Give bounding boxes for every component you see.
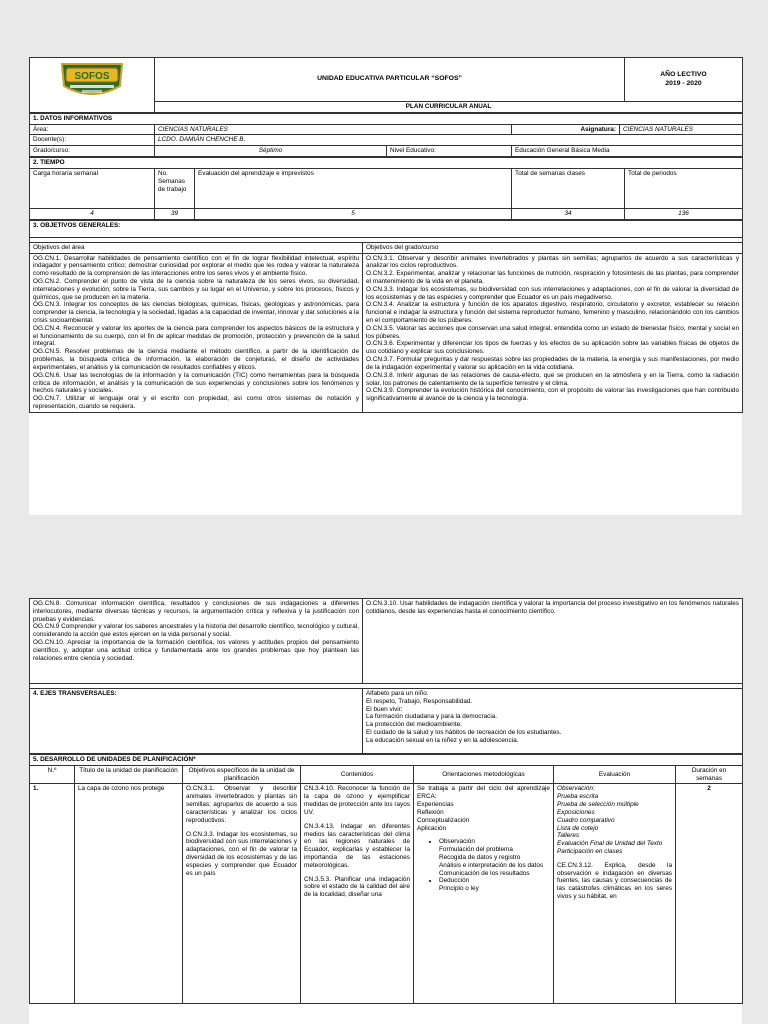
col-header-objetivos: Objetivos específicos de la unidad de planificación: [183, 765, 301, 784]
school-logo-cell: [30, 58, 155, 113]
list-item: O.CN.3.3. Indagar los ecosistemas, su biodiversidad con sus interrelaciones y adaptaciones, con el fin de valorar la diversidad de los ecosistemas y de las especies y comprender que Ecuador es un país megadiverso.: [366, 285, 740, 301]
col-header-contenidos: Contenidos: [301, 765, 414, 784]
list-item: O.CN.3.4. Analizar la estructura y función de los aparatos digestivo, respiratorio, circulatorio y excretor, establecer su relación funcional e indagar la estructura y función del sistema reproductor humano, femenino y masculino, relacionándolo con los cambios en el comportamiento de los púberes.: [366, 301, 740, 324]
bullet-title: Observación: [439, 838, 475, 846]
nivel-label: Nivel Educativo:: [387, 146, 512, 157]
list-item: El cuidado de la salud y los hábitos de recreación de los estudiantes.: [366, 729, 562, 737]
list-item: Formulación del problema: [439, 846, 513, 854]
list-item: O.CN.3.5. Valorar las acciones que conservan una salud integral, entendida como un estado de bienestar físico, mental y social en los púberes.: [366, 324, 740, 340]
row-objetivos: [183, 784, 301, 1004]
objetivos-area-header: Objetivos del área: [30, 242, 363, 253]
objetivos-area-list: [30, 253, 363, 412]
list-item: Participación en clases: [557, 847, 623, 855]
col-header-evaluacion: Evaluación: [554, 765, 676, 784]
row-evaluacion: [554, 784, 676, 1004]
bullet-title: Deducción: [439, 877, 470, 885]
list-item: O.CN.3.2. Experimentar, analizar y relacionar las funciones de nutrición, respiración y fotosíntesis de las plantas, para comprender el mantenimiento de la vida en el planeta.: [366, 270, 740, 285]
total-periodos-header: Total de periodos: [625, 168, 743, 208]
list-item: Comunicación de los resultados: [439, 869, 530, 877]
list-item: [439, 877, 550, 893]
list-item: CN.3.4.10. Reconocer la función de la capa de ozono y ejemplificar medidas de protección ante los rayos UV.: [304, 785, 410, 816]
area-label: Área:: [30, 124, 155, 135]
list-item: OG.CN.4. Reconocer y valorar los aportes de la ciencia para comprender los aspectos básicos de la estructura y el funcionamiento de su cuerpo, con el fin de aplicar medidas de promoción, protección y prevención de la salud integral.: [33, 324, 359, 348]
sofos-logo: [30, 58, 154, 102]
list-item: OG.CN.2. Comprender el punto de vista de la ciencia sobre la naturaleza de los seres vivos, su diversidad, interrelaciones y evolución; sobre la Tierra, sus cambios y su lugar en el Universo, y sobre los procesos, físicos y químicos, que se producen en la materia.: [33, 277, 359, 301]
list-item: El respeto, Trabajo, Responsabilidad.: [366, 697, 473, 705]
area-value: CIENCIAS NATURALES: [155, 124, 512, 135]
list-item: Lista de cotejo: [557, 824, 599, 832]
list-item: Recogida de datos y registro: [439, 853, 521, 861]
objetivos-cont-table: [29, 598, 743, 754]
metodo-intro: Se trabaja a partir del ciclo del aprendizaje ERCA:: [417, 785, 550, 801]
list-item: Exposiciones: [557, 808, 595, 816]
list-item: La educación sexual en la niñez y en la adolescencia.: [366, 736, 519, 744]
list-item: O.CN.3.3. Indagar los ecosistemas, su biodiversidad con sus interrelaciones y adaptaciones, con el fin de valorar la diversidad de los ecosistemas y de las especies y comprender que Ecuador es un país: [186, 830, 297, 877]
school-name: UNIDAD EDUCATIVA PARTICULAR “SOFOS”: [155, 58, 625, 102]
row-duracion: 2: [676, 784, 743, 1004]
semanas-value: 39: [155, 208, 195, 219]
list-item: Aplicación: [417, 824, 447, 832]
list-item: La formación ciudadana y para la democracia.: [366, 713, 498, 721]
row-contenidos: [301, 784, 414, 1004]
list-item: O.CN.3.8. Inferir algunas de las relaciones de causa-efecto, que se producen en la atmósfera y en la Tierra, como la radiación solar, los patrones de calentamiento de la superficie terrestre y el clima.: [366, 371, 740, 387]
objetivos-grado-list-cont: [363, 599, 743, 684]
list-item: Alfabeto para un niño.: [366, 690, 429, 697]
list-item: O.CN.3.7. Formular preguntas y dar respuestas sobre las propiedades de la materia, la energía y sus manifestaciones, por medio de la indagación experimental y valorar su aplicación en la vida cotidiana.: [366, 356, 740, 371]
list-item: OG.CN.10. Apreciar la importancia de la formación científica, los valores y actitudes propios del pensamiento científico, y, adoptar una actitud crítica y fundamentada ante los grandes problemas que hoy plantean las relaciones entre ciencia y sociedad.: [33, 639, 359, 662]
tiempo-table: [29, 157, 743, 220]
year-label: AÑO LECTIVO: [660, 71, 707, 79]
logo-text: SOFOS: [74, 71, 110, 82]
evaluacion-value: 5: [195, 208, 512, 219]
carga-header: Carga horaria semanal: [30, 168, 155, 208]
list-item: O.CN.3.1. Observar y describir animales invertebrados y plantas sin semillas; agruparlos de acuerdo a sus características y analizar los ciclos reproductivos.: [186, 785, 297, 824]
col-header-orientaciones: Orientaciones metodológicas: [414, 765, 554, 784]
plan-title: PLAN CURRICULAR ANUAL: [155, 102, 743, 113]
list-item: Experiencias: [417, 801, 454, 809]
header-table: [29, 57, 743, 113]
list-item: OG.CN.3. Integrar los conceptos de las ciencias biológicas, químicas, físicas, geológicas y astronómicas, para comprender la ciencia, la tecnología y la sociedad, ligadas a la capacidad de inventar, innovar y dar soluciones a la crisis socioambiental.: [33, 301, 359, 324]
grado-label: Grado/curso:: [30, 146, 155, 157]
metodo-bullets: [417, 838, 550, 893]
objetivos-table: [29, 220, 743, 413]
asignatura-value: CIENCIAS NATURALES: [620, 124, 743, 135]
list-item: La protección del medioambiente.: [366, 721, 462, 729]
row-orientaciones: [414, 784, 554, 1004]
col-header-num: N.º: [30, 765, 75, 784]
semanas-header: No. Semanas de trabajo: [155, 168, 195, 208]
carga-value: 4: [30, 208, 155, 219]
list-item: Talleres: [557, 832, 580, 840]
school-year: [625, 58, 743, 102]
list-item: O.CN.3.6. Experimentar y diferenciar los tipos de fuerzas y los efectos de su aplicación sobre las variables físicas de objetos de uso cotidiano y explicar sus conclusiones.: [366, 340, 740, 356]
grado-value: Séptimo: [155, 146, 387, 157]
total-periodos-value: 136: [625, 208, 743, 219]
asignatura-label: Asignatura:: [512, 124, 620, 135]
year-value: 2019 - 2020: [665, 79, 702, 87]
list-item: Evaluación Final de Unidad del Texto: [557, 840, 663, 848]
page-1: [29, 57, 742, 515]
unidades-section-title: 5. DESARROLLO DE UNIDADES DE PLANIFICACIÓN*: [30, 755, 743, 766]
ejes-list: [363, 689, 743, 754]
list-item: O.CN.3.1. Observar y describir animales invertebrados y plantas sin semillas; agruparlos de acuerdo a sus características y analizar los ciclos reproductivos.: [366, 254, 740, 270]
list-item: Principio o ley: [439, 885, 479, 893]
list-item: Análisis e interpretación de los datos: [439, 861, 544, 869]
list-item: O.CN.3.10. Usar habilidades de indagación científica y valorar la importancia del proceso investigativo en los fenómenos naturales cotidianos, desde las experiencias hasta el conocimiento científico.: [366, 600, 739, 615]
docente-label: Docente(s):: [30, 135, 155, 146]
list-item: OG.CN.9 Comprender y valorar los saberes ancestrales y la historia del desarrollo científico, tecnológico y cultural, considerando la acción que estos ejercen en la vida personal y social.: [33, 623, 359, 639]
unidades-table: [29, 754, 743, 1004]
docente-value: LCDO. DAMIÁN CHENCHE B.: [155, 135, 743, 146]
list-item: Observación:: [557, 785, 595, 793]
datos-section-title: 1. DATOS INFORMATIVOS: [30, 113, 743, 124]
list-item: OG.CN.8. Comunicar información científica, resultados y conclusiones de sus indagaciones a diferentes interlocutores, mediante diversas técnicas y recursos, la argumentación crítica y reflexiva y la justificación con pruebas y evidencias.: [33, 600, 359, 623]
list-item: OG.CN.6. Usar las tecnologías de la información y la comunicación (TIC) como herramientas para la búsqueda crítica de información, el análisis y la comunicación de sus experiencias y conclusiones sobre los fenómenos y hechos naturales y sociales.: [33, 371, 359, 395]
list-item: El buen vivir:: [366, 705, 403, 713]
list-item: CN.3.4.13. Indagar en diferentes medios las características del clima en las regiones naturales de Ecuador, explicarlas y establecer la importancia de las estaciones meteorológicas.: [304, 822, 410, 869]
row-titulo: La capa de ozono nos protege: [75, 784, 183, 1004]
objetivos-grado-header: Objetivos del grado/curso: [363, 242, 743, 253]
objetivos-section-title: 3. OBJETIVOS GENERALES:: [30, 220, 743, 237]
ejes-label: 4. EJES TRANSVERSALES:: [30, 689, 363, 754]
total-semanas-header: Total de semanas clases: [512, 168, 625, 208]
objetivos-grado-list: [363, 253, 743, 412]
list-item: Reflexión: [417, 808, 444, 816]
table-row: [30, 784, 743, 1004]
list-item: OG.CN.5. Resolver problemas de la ciencia mediante el método científico, a partir de la identificación de problemas, la búsqueda crítica de información, la elaboración de conjeturas, el diseño de actividades experimentales, el análisis y la comunicación de resultados confiables y éticos.: [33, 348, 359, 371]
nivel-value: Educación General Básica Media: [512, 146, 743, 157]
datos-table: [29, 113, 743, 157]
col-header-titulo: Título de la unidad de planificación: [75, 765, 183, 784]
list-item: CN.3.5.3. Planificar una indagación sobre el estado de la calidad del aire de la localidad, diseñar una: [304, 875, 410, 899]
tiempo-section-title: 2. TIEMPO: [30, 158, 743, 169]
list-item: Conceptualización: [417, 816, 470, 824]
row-num: 1.: [30, 784, 75, 1004]
objetivos-area-list-cont: [30, 599, 363, 684]
list-item: Cuadro comparativo: [557, 816, 615, 824]
col-header-duracion: Duración en semanas: [676, 765, 743, 784]
list-item: [439, 838, 550, 877]
list-item: OG.CN.1. Desarrollar habilidades de pensamiento científico con el fin de lograr flexibilidad intelectual, espíritu indagador y pensamiento crítico; demostrar curiosidad por explorar el medio que les rodea y valorar la naturaleza como resultado de la comprensión de las interacciones entre los seres vivos y el ambiente físico.: [33, 254, 359, 278]
page-2: [29, 598, 742, 1024]
list-item: Prueba escrita: [557, 793, 599, 801]
evaluacion-header: Evaluación del aprendizaje e imprevistos: [195, 168, 512, 208]
list-item: Prueba de selección múltiple: [557, 801, 639, 809]
list-item: O.CN.3.9. Comprender la evolución histórica del conocimiento, con el propósito de valorar las investigaciones que han contribuido significativamente al avance de la ciencia y la tecnología.: [366, 387, 740, 403]
total-semanas-value: 34: [512, 208, 625, 219]
evaluacion-criterio: CE.CN.3.12. Explica, desde la observación e indagación en diversas fuentes, las causas y consecuencias de las catástrofes climáticas en los seres vivos y su hábitat, en: [557, 861, 672, 900]
list-item: OG.CN.7. Utilizar el lenguaje oral y el escrito con propiedad, así como otros sistemas de notación y representación, cuando se requiera.: [33, 395, 359, 410]
